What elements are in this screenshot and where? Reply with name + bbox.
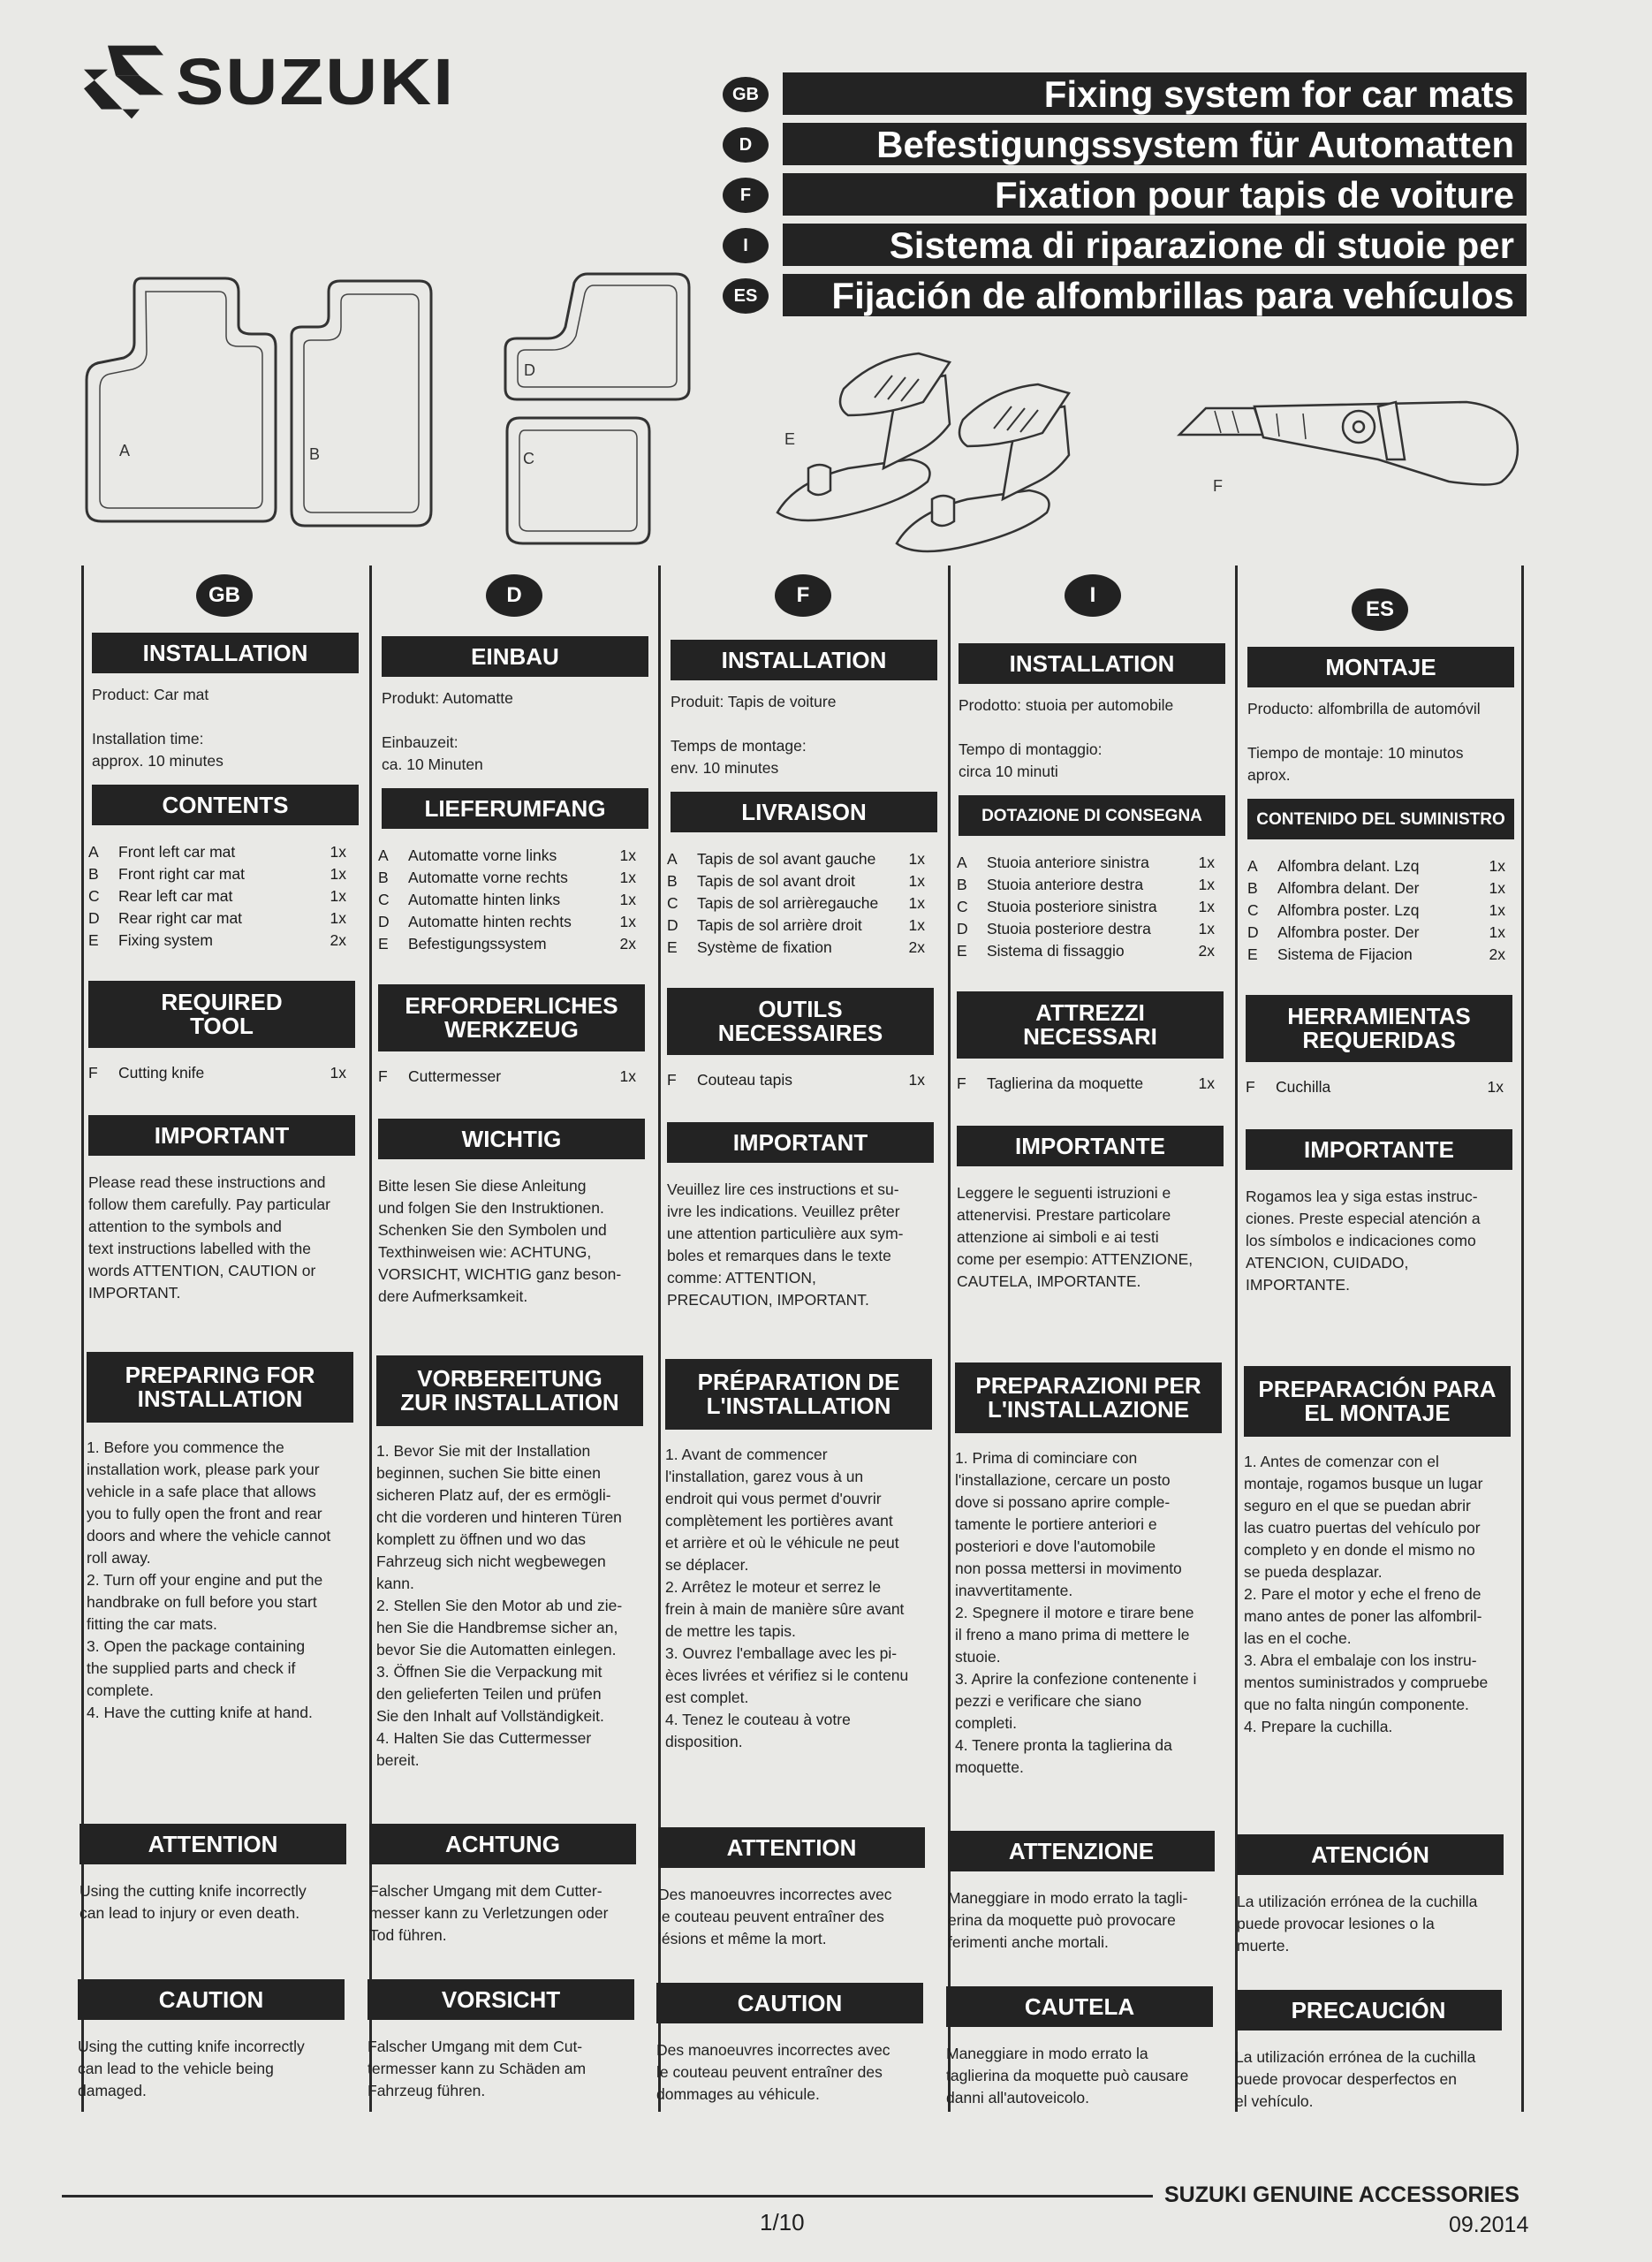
contents-heading: LIEFERUMFANG [382,788,648,829]
title-row-d [723,123,1527,172]
list-item: C Stuoia posteriore sinistra 1x [957,898,1215,915]
caution-heading: CAUTION [78,1979,345,2020]
important-text: Rogamos lea y siga estas instruc- ciones. Preste especial atención a los símbolos e indicaciones como ATENCION, CUIDADO, IMPORTANTE. [1246,1188,1481,1294]
list-item: A Stuoia anteriore sinistra 1x [957,854,1215,871]
tool-list [1246,1076,1504,1098]
lang-badge: GB [196,574,253,617]
caution-heading: PRECAUCIÓN [1235,1990,1502,2030]
list-item: B Tapis de sol avant droit 1x [667,872,925,890]
label-a: A [119,442,131,459]
preparing-heading: PREPARAZIONI PER L'INSTALLAZIONE [955,1363,1222,1433]
tool-list [667,1069,925,1091]
suzuki-s-icon [84,45,163,119]
contents-list [378,845,636,955]
attention-heading: ACHTUNG [369,1824,636,1864]
lang-badge: I [723,228,769,263]
label-f: F [1213,477,1223,495]
list-item: C Alfombra poster. Lzq 1x [1247,901,1505,919]
lang-badge: D [486,574,542,617]
list-item: E Sistema de Fijacion 2x [1247,945,1505,963]
attention-heading: ATTENTION [658,1827,925,1868]
list-item: D Rear right car mat 1x [88,909,346,927]
important-heading: IMPORTANTE [1246,1129,1512,1170]
mat-b-shape [292,281,431,526]
important-text: Bitte lesen Sie diese Anleitung und folgen Sie den Instruktionen. Schenken Sie den Symbolen und Texthinweisen wie: ACHTUNG, VORSICHT, WICHTIG ganz beson- dere Aufmerksamkeit. [378,1177,622,1305]
attention-heading: ATTENZIONE [948,1831,1215,1871]
parts-illustration [0,256,1652,574]
attention-heading: ATTENTION [80,1824,346,1864]
list-item: E Fixing system 2x [88,931,346,949]
contents-list [1247,855,1505,966]
caution-text: La utilización errónea de la cuchilla puede provocar desperfectos en el vehículo. [1235,2048,1476,2110]
title-text: Befestigungssystem für Automatten [783,123,1527,165]
list-item: F Couteau tapis 1x [667,1071,925,1089]
installation-heading: INSTALLATION [671,640,937,680]
contents-list [957,852,1215,962]
product-text: Produit: Tapis de voiture [671,693,837,710]
column-i [948,566,1239,2112]
installation-time: Installation time: approx. 10 minutes [92,730,224,770]
preparing-heading: PREPARING FOR INSTALLATION [87,1352,353,1423]
attention-text: Falscher Umgang mit dem Cutter- messer kann zu Verletzungen oder Tod führen. [369,1882,609,1944]
product-text: Producto: alfombrilla de automóvil [1247,700,1481,717]
list-item: D Automatte hinten rechts 1x [378,913,636,930]
installation-heading: INSTALLATION [92,633,359,673]
attention-heading: ATENCIÓN [1237,1834,1504,1875]
preparing-text: 1. Avant de commencer l'installation, garez vous à un endroit qui vous permet d'ouvrir complètement les portières avant et arrière et où le véhicule ne peut se déplacer. 2. Arrêtez le moteur et serrez le frein à main de manière sûre avant de mettre les tapis. 3. Ouvrez l'emballage avec les pi- èces livrées et vérifiez si le contenu est complet. 4. Tenez le couteau à votre disposition. [665,1446,909,1750]
list-item: D Stuoia posteriore destra 1x [957,920,1215,937]
mat-d-shape [505,274,689,399]
list-item: E Sistema di fissaggio 2x [957,942,1215,960]
list-item: A Front left car mat 1x [88,843,346,861]
attention-text: La utilización errónea de la cuchilla puede provocar lesiones o la muerte. [1237,1893,1478,1955]
instruction-columns [0,566,1652,2112]
column-d [369,566,661,2112]
important-text: Leggere le seguenti istruzioni e attenervisi. Prestare particolare attenzione ai simboli e ai testi come per esempio: ATTENZIONE, CAUTELA, IMPORTANTE. [957,1184,1194,1290]
column-f [658,566,950,2112]
list-item: C Rear left car mat 1x [88,887,346,905]
caution-text: Falscher Umgang mit dem Cut- termesser kann zu Schäden am Fahrzeug führen. [368,2038,587,2099]
preparing-text: 1. Before you commence the installation work, please park your vehicle in a safe place that allows you to fully open the front and rear doors and where the vehicle cannot roll away. 2. Turn off your engine and put the handbrake on full before you start fitting the car mats. 3. Open the package containing the supplied parts and check if complete. 4. Have the cutting knife at hand. [87,1438,331,1721]
preparing-heading: VORBEREITUNG ZUR INSTALLATION [376,1355,643,1426]
list-item: C Automatte hinten links 1x [378,891,636,908]
title-text: Fixation pour tapis de voiture [783,173,1527,216]
list-item: F Cutting knife 1x [88,1064,346,1082]
important-heading: IMPORTANT [88,1115,355,1156]
list-item: D Alfombra poster. Der 1x [1247,923,1505,941]
list-item: B Front right car mat 1x [88,865,346,883]
installation-time: Tiempo de montaje: 10 minutos aprox. [1247,744,1464,784]
contents-heading: CONTENTS [92,785,359,825]
attention-text: Maneggiare in modo errato la tagli- erina da moquette può provocare ferimenti anche mortali. [948,1889,1188,1951]
contents-list [667,848,925,959]
important-heading: IMPORTANT [667,1122,934,1163]
attention-text: Des manoeuvres incorrectes avec le couteau peuvent entraîner des lésions et même la mort. [658,1886,892,1947]
product-text: Produkt: Automatte [382,689,513,707]
list-item: F Cuchilla 1x [1246,1078,1504,1096]
title-row-gb [723,72,1527,122]
attention-text: Using the cutting knife incorrectly can lead to injury or even death. [80,1882,307,1922]
label-b: B [309,445,321,463]
list-item: A Tapis de sol avant gauche 1x [667,850,925,868]
column-es [1235,566,1527,2112]
tool-heading: ATTREZZI NECESSARI [957,991,1224,1059]
lang-badge: D [723,127,769,163]
page-number: 1/10 [760,2209,805,2235]
list-item: B Stuoia anteriore destra 1x [957,876,1215,893]
lang-badge: GB [723,77,769,112]
product-text: Prodotto: stuoia per automobile [959,696,1174,714]
list-item: B Alfombra delant. Der 1x [1247,879,1505,897]
list-item: F Cuttermesser 1x [378,1067,636,1085]
tool-heading: OUTILS NECESSAIRES [667,988,934,1055]
lang-badge: I [1065,574,1121,617]
lang-badge: F [723,178,769,213]
column-gb [80,566,371,2112]
fixing-clips-shape [777,353,1069,551]
tool-heading: HERRAMIENTAS REQUERIDAS [1246,995,1512,1062]
installation-time: Temps de montage: env. 10 minutes [671,737,807,777]
preparing-heading: PRÉPARATION DE L'INSTALLATION [665,1359,932,1430]
cutting-knife-shape [1179,402,1518,485]
title-text: Fijación de alfombrillas para vehículos [783,274,1527,316]
label-c: C [523,450,534,467]
preparing-text: 1. Prima di cominciare con l'installazione, cercare un posto dove si possano aprire comple- tamente le portiere anteriori e posteriori e dove l'automobile non possa mettersi in movimento inavvertitamente. 2. Spegnere il motore e tirare bene il freno a mano prima di mettere le stuoie. 3. Aprire la confezione contenente i pezzi e verificare che siano completi. 4. Tenere pronta la taglierina da moquette. [955,1449,1197,1776]
suzuki-logo [84,44,456,119]
contents-heading: LIVRAISON [671,792,937,832]
list-item: B Automatte vorne rechts 1x [378,869,636,886]
installation-heading: EINBAU [382,636,648,677]
list-item: C Tapis de sol arrièregauche 1x [667,894,925,912]
mat-a-shape [87,278,276,521]
footer-date: 09.2014 [1449,2213,1529,2237]
product-text: Product: Car mat [92,686,209,703]
caution-heading: VORSICHT [368,1979,634,2020]
caution-text: Maneggiare in modo errato la taglierina da moquette può causare danni all'autoveicolo. [946,2045,1189,2106]
list-item: E Système de fixation 2x [667,938,925,956]
tool-heading: REQUIRED TOOL [88,981,355,1048]
preparing-text: 1. Bevor Sie mit der Installation beginnen, suchen Sie bitte einen sicheren Platz auf, der es ermögli- cht die vorderen und hinteren Türen komplett zu öffnen und wo das Fahrzeug sich nicht wegbewegen kann. 2. Stellen Sie den Motor ab und zie- hen Sie die Handbremse sicher an, bevor Sie die Automatten einlegen. 3. Öffnen Sie die Verpackung mit den gelieferten Teilen und prüfen Sie den Inhalt auf Vollständigkeit. 4. Halten Sie das Cuttermesser bereit. [376,1442,623,1769]
list-item: A Automatte vorne links 1x [378,846,636,864]
lang-badge: ES [723,278,769,314]
important-text: Please read these instructions and follow them carefully. Pay particular attention to the symbols and text instructions labelled with the words ATTENTION, CAUTION or IMPORTANT. [88,1173,330,1302]
title-text: Fixing system for car mats [783,72,1527,115]
mat-c-shape [507,418,649,543]
installation-heading: MONTAJE [1247,647,1514,687]
contents-heading: CONTENIDO DEL SUMINISTRO [1247,799,1514,839]
list-item: E Befestigungssystem 2x [378,935,636,953]
preparing-text: 1. Antes de comenzar con el montaje, rogamos busque un lugar seguro en el que se puedan abrir las cuatro puertas del vehículo por completo y en donde el mismo no se pueda desplazar. 2. Pare el motor y eche el freno de mano antes de poner las alfombril- las en el coche. 3. Abra el embalaje con los instru- mentos suministrados y compruebe que no falta ningún componente. 4. Prepare la cuchilla. [1244,1453,1489,1735]
brand-name: SUZUKI [176,45,456,118]
list-item: D Tapis de sol arrière droit 1x [667,916,925,934]
installation-time: Tempo di montaggio: circa 10 minuti [959,740,1103,780]
title-row-f [723,173,1527,223]
important-text: Veuillez lire ces instructions et su- ivre les indications. Veuillez prêter une attention particulière aux sym- boles et remarques dans le texte comme: ATTENTION, PRECAUTION, IMPORTANT. [667,1180,904,1309]
list-item: A Alfombra delant. Lzq 1x [1247,857,1505,875]
preparing-heading: PREPARACIÓN PARA EL MONTAJE [1244,1366,1511,1437]
installation-time: Einbauzeit: ca. 10 Minuten [382,733,483,773]
installation-heading: INSTALLATION [959,643,1225,684]
list-item: F Taglierina da moquette 1x [957,1074,1215,1092]
caution-text: Des manoeuvres incorrectes avec le couteau peuvent entraîner des dommages au véhicule. [656,2041,890,2103]
tool-heading: ERFORDERLICHES WERKZEUG [378,984,645,1051]
contents-heading: DOTAZIONE DI CONSEGNA [959,795,1225,836]
lang-badge: F [775,574,831,617]
important-heading: WICHTIG [378,1119,645,1159]
contents-list [88,841,346,952]
important-heading: IMPORTANTE [957,1126,1224,1166]
title-text: Sistema di riparazione di stuoie per [783,224,1527,266]
label-d: D [524,361,535,379]
caution-text: Using the cutting knife incorrectly can lead to the vehicle being damaged. [78,2038,305,2099]
label-e: E [784,430,796,448]
footer-brand: SUZUKI GENUINE ACCESSORIES [1164,2182,1519,2207]
caution-heading: CAUTELA [946,1986,1213,2027]
tool-list [88,1062,346,1084]
tool-list [378,1066,636,1088]
lang-badge: ES [1352,588,1408,631]
tool-list [957,1073,1215,1095]
caution-heading: CAUTION [656,1983,923,2023]
footer-rule [62,2195,1153,2197]
